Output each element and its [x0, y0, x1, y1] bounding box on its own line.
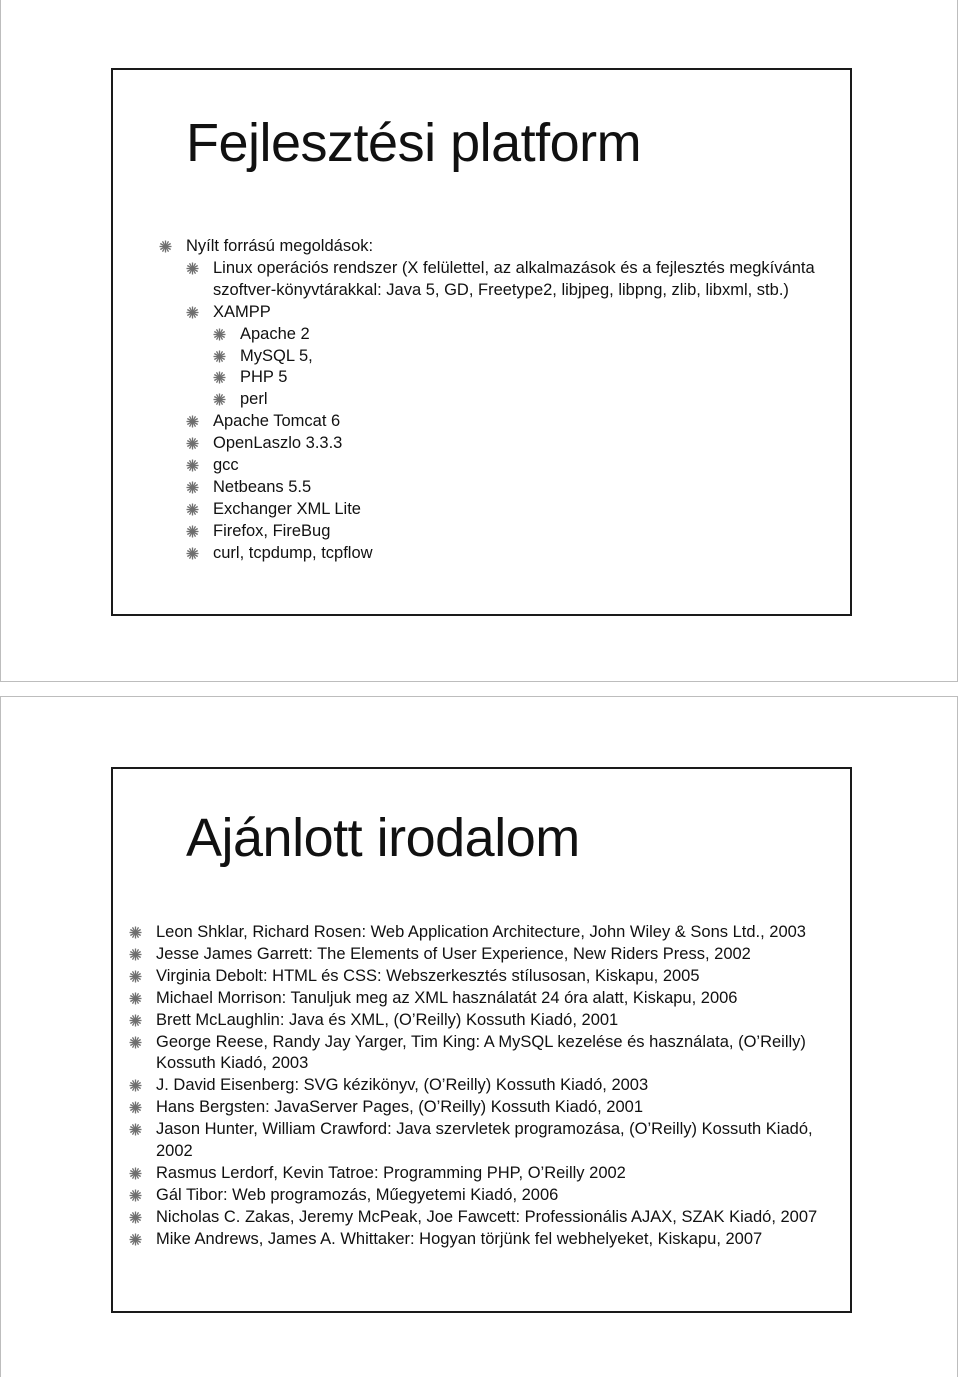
list-item-text: Brett McLaughlin: Java és XML, (O’Reilly) Kossuth Kiadó, 2001 — [156, 1010, 619, 1029]
list-item-text: OpenLaszlo 3.3.3 — [213, 434, 343, 453]
list-item — [186, 477, 826, 499]
list-item-text: curl, tcpdump, tcpflow — [213, 543, 373, 562]
asterisk-bullet-icon — [186, 503, 199, 516]
reference-list — [156, 922, 836, 1251]
list-item-text: Michael Morrison: Tanuljuk meg az XML használatát 24 óra alatt, Kiskapu, 2006 — [156, 988, 738, 1007]
list-item — [186, 302, 826, 324]
list-item — [186, 236, 826, 258]
list-item — [156, 944, 836, 966]
list-item — [186, 455, 826, 477]
asterisk-bullet-icon — [129, 1211, 142, 1224]
list-item-text: XAMPP — [213, 302, 271, 321]
list-item-text: perl — [240, 390, 268, 409]
list-item — [156, 1097, 836, 1119]
page-2 — [0, 696, 958, 1377]
list-item — [156, 988, 836, 1010]
list-item-text: George Reese, Randy Jay Yarger, Tim King: A MySQL kezelése és használata, (O’Reilly) Kossuth Kiadó, 2003 — [156, 1032, 806, 1073]
slide-ajanlott-irodalom — [111, 767, 852, 1313]
slide-title: Fejlesztési platform — [186, 113, 642, 173]
asterisk-bullet-icon — [129, 1233, 142, 1246]
list-item — [186, 543, 826, 565]
asterisk-bullet-icon — [186, 415, 199, 428]
slide-title: Ajánlott irodalom — [186, 808, 580, 868]
list-item — [186, 346, 826, 368]
list-item-text: Exchanger XML Lite — [213, 499, 361, 518]
list-item-text: Apache 2 — [240, 324, 310, 343]
asterisk-bullet-icon — [186, 525, 199, 538]
list-item-text: gcc — [213, 456, 239, 475]
list-item — [156, 1163, 836, 1185]
page-1 — [0, 0, 958, 682]
list-item — [186, 499, 826, 521]
list-item-text: Jesse James Garrett: The Elements of User Experience, New Riders Press, 2002 — [156, 944, 751, 963]
asterisk-bullet-icon — [213, 328, 226, 341]
asterisk-bullet-icon — [129, 970, 142, 983]
asterisk-bullet-icon — [186, 437, 199, 450]
asterisk-bullet-icon — [129, 1123, 142, 1136]
asterisk-bullet-icon — [159, 240, 172, 253]
asterisk-bullet-icon — [129, 1101, 142, 1114]
asterisk-bullet-icon — [213, 350, 226, 363]
list-item — [186, 258, 826, 302]
list-item-text: MySQL 5, — [240, 346, 313, 365]
list-item-text: Virginia Debolt: HTML és CSS: Webszerkesztés stílusosan, Kiskapu, 2005 — [156, 966, 700, 985]
asterisk-bullet-icon — [129, 1079, 142, 1092]
list-item — [156, 1185, 836, 1207]
asterisk-bullet-icon — [186, 262, 199, 275]
asterisk-bullet-icon — [129, 1036, 142, 1049]
list-item-text: Leon Shklar, Richard Rosen: Web Application Architecture, John Wiley & Sons Ltd., 2003 — [156, 923, 806, 941]
asterisk-bullet-icon — [186, 481, 199, 494]
list-item-text: PHP 5 — [240, 368, 288, 387]
asterisk-bullet-icon — [129, 1014, 142, 1027]
asterisk-bullet-icon — [213, 371, 226, 384]
list-item-text: J. David Eisenberg: SVG kézikönyv, (O’Reilly) Kossuth Kiadó, 2003 — [156, 1076, 649, 1095]
list-item-text: Jason Hunter, William Crawford: Java szervletek programozása, (O’Reilly) Kossuth Kiadó, 2002 — [156, 1120, 813, 1161]
list-item — [156, 966, 836, 988]
list-item — [156, 1032, 836, 1076]
list-item — [186, 433, 826, 455]
list-item — [156, 1207, 836, 1229]
list-item — [186, 324, 826, 346]
asterisk-bullet-icon — [129, 926, 142, 939]
list-item — [156, 1075, 836, 1097]
bullet-list — [186, 236, 826, 565]
asterisk-bullet-icon — [213, 393, 226, 406]
list-item-text: Nyílt forrású megoldások: — [186, 237, 374, 255]
asterisk-bullet-icon — [129, 1167, 142, 1180]
list-item-text: Hans Bergsten: JavaServer Pages, (O’Reilly) Kossuth Kiadó, 2001 — [156, 1098, 643, 1117]
list-item-text: Netbeans 5.5 — [213, 477, 312, 496]
slide-fejlesztesi-platform — [111, 68, 852, 616]
asterisk-bullet-icon — [129, 1189, 142, 1202]
asterisk-bullet-icon — [186, 459, 199, 472]
asterisk-bullet-icon — [129, 992, 142, 1005]
list-item-text: Firefox, FireBug — [213, 521, 331, 540]
list-item — [156, 1119, 836, 1163]
list-item — [186, 411, 826, 433]
list-item — [156, 922, 836, 944]
list-item-text: Linux operációs rendszer (X felülettel, az alkalmazások és a fejlesztés megkívánta szoftver-könyvtárakkal: Java 5, GD, Freetype2, libjpeg, libpng, zlib, libxml, stb.) — [213, 258, 815, 299]
list-item-text: Mike Andrews, James A. Whittaker: Hogyan törjünk fel webhelyeket, Kiskapu, 2007 — [156, 1229, 763, 1248]
list-item — [156, 1229, 836, 1251]
list-item — [186, 389, 826, 411]
list-item-text: Nicholas C. Zakas, Jeremy McPeak, Joe Fawcett: Professionális AJAX, SZAK Kiadó, 2007 — [156, 1207, 818, 1226]
asterisk-bullet-icon — [186, 547, 199, 560]
list-item-text: Gál Tibor: Web programozás, Műegyetemi Kiadó, 2006 — [156, 1185, 559, 1204]
list-item-text: Rasmus Lerdorf, Kevin Tatroe: Programming PHP, O’Reilly 2002 — [156, 1163, 626, 1182]
list-item — [156, 1010, 836, 1032]
list-item — [186, 367, 826, 389]
list-item — [186, 521, 826, 543]
list-item-text: Apache Tomcat 6 — [213, 412, 341, 431]
asterisk-bullet-icon — [186, 306, 199, 319]
asterisk-bullet-icon — [129, 948, 142, 961]
